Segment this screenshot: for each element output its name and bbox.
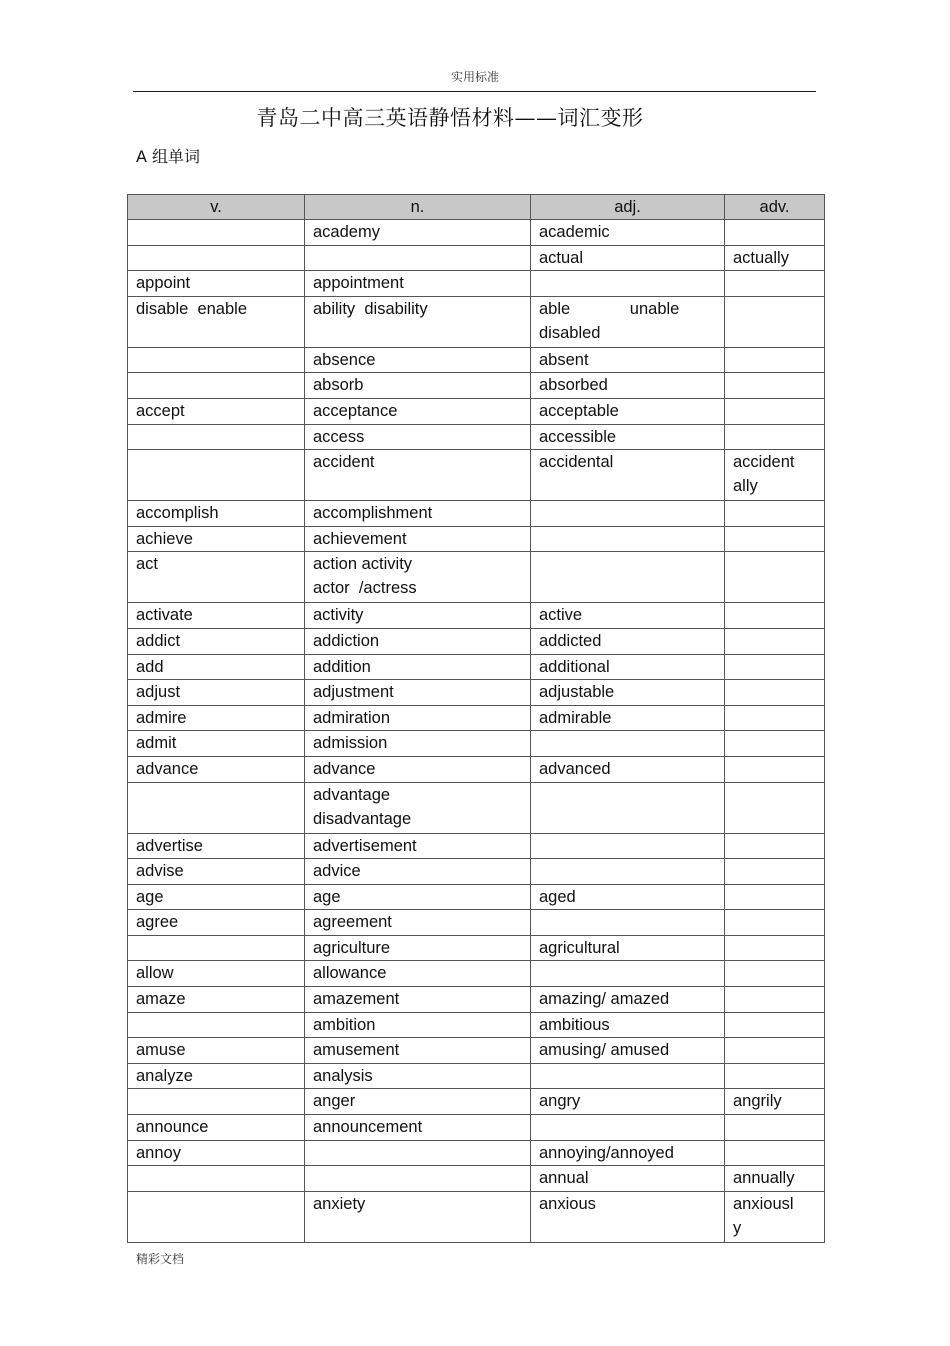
noun-cell: acceptance bbox=[305, 398, 531, 424]
table-row bbox=[128, 756, 825, 782]
adjective-cell: ambitious bbox=[531, 1012, 725, 1038]
noun-cell: announcement bbox=[305, 1115, 531, 1141]
verb-cell bbox=[128, 450, 305, 501]
vocabulary-table-body bbox=[128, 220, 825, 1243]
noun-cell: anxiety bbox=[305, 1191, 531, 1242]
adverb-cell bbox=[725, 910, 825, 936]
adverb-cell bbox=[725, 782, 825, 833]
table-row bbox=[128, 245, 825, 271]
verb-cell: adjust bbox=[128, 680, 305, 706]
verb-cell: allow bbox=[128, 961, 305, 987]
column-header-noun: n. bbox=[305, 195, 531, 220]
adjective-cell bbox=[531, 1115, 725, 1141]
adjective-cell bbox=[531, 961, 725, 987]
adverb-cell bbox=[725, 833, 825, 859]
verb-cell bbox=[128, 245, 305, 271]
adverb-cell bbox=[725, 935, 825, 961]
table-row bbox=[128, 526, 825, 552]
table-row bbox=[128, 1038, 825, 1064]
adjective-cell bbox=[531, 1063, 725, 1089]
adjective-cell bbox=[531, 833, 725, 859]
noun-cell: addition bbox=[305, 654, 531, 680]
adverb-cell bbox=[725, 398, 825, 424]
verb-cell: add bbox=[128, 654, 305, 680]
noun-cell: advance bbox=[305, 756, 531, 782]
adjective-cell: absorbed bbox=[531, 373, 725, 399]
adjective-cell bbox=[531, 910, 725, 936]
page-footer: 精彩文档 bbox=[136, 1252, 185, 1266]
noun-cell: addiction bbox=[305, 628, 531, 654]
page-header: 实用标准 bbox=[450, 70, 499, 84]
verb-cell: act bbox=[128, 552, 305, 603]
adjective-cell: additional bbox=[531, 654, 725, 680]
table-row bbox=[128, 347, 825, 373]
column-header-adverb: adv. bbox=[725, 195, 825, 220]
adverb-cell: angrily bbox=[725, 1089, 825, 1115]
verb-cell bbox=[128, 220, 305, 246]
adjective-cell: adjustable bbox=[531, 680, 725, 706]
noun-cell: accomplishment bbox=[305, 501, 531, 527]
adjective-cell: acceptable bbox=[531, 398, 725, 424]
adjective-cell: addicted bbox=[531, 628, 725, 654]
adverb-cell bbox=[725, 628, 825, 654]
adjective-cell: anxious bbox=[531, 1191, 725, 1242]
adverb-cell bbox=[725, 296, 825, 347]
verb-cell bbox=[128, 1012, 305, 1038]
adjective-cell: accidental bbox=[531, 450, 725, 501]
table-row bbox=[128, 220, 825, 246]
adverb-cell bbox=[725, 1140, 825, 1166]
adjective-cell: absent bbox=[531, 347, 725, 373]
adverb-cell bbox=[725, 1115, 825, 1141]
document-title bbox=[0, 102, 900, 132]
adverb-cell bbox=[725, 347, 825, 373]
adverb-cell bbox=[725, 731, 825, 757]
adverb-cell bbox=[725, 424, 825, 450]
table-row bbox=[128, 450, 825, 501]
adverb-cell bbox=[725, 859, 825, 885]
noun-cell: allowance bbox=[305, 961, 531, 987]
verb-cell: admire bbox=[128, 705, 305, 731]
adjective-cell: agricultural bbox=[531, 935, 725, 961]
noun-cell: agreement bbox=[305, 910, 531, 936]
verb-cell: advertise bbox=[128, 833, 305, 859]
adverb-cell: anxiousl y bbox=[725, 1191, 825, 1242]
verb-cell: announce bbox=[128, 1115, 305, 1141]
adjective-cell bbox=[531, 731, 725, 757]
verb-cell: advise bbox=[128, 859, 305, 885]
table-row bbox=[128, 373, 825, 399]
table-row bbox=[128, 1089, 825, 1115]
table-row bbox=[128, 987, 825, 1013]
verb-cell bbox=[128, 424, 305, 450]
adverb-cell bbox=[725, 654, 825, 680]
adverb-cell bbox=[725, 987, 825, 1013]
noun-cell: ability disability bbox=[305, 296, 531, 347]
adjective-cell bbox=[531, 552, 725, 603]
noun-cell: absence bbox=[305, 347, 531, 373]
table-row bbox=[128, 705, 825, 731]
verb-cell bbox=[128, 347, 305, 373]
noun-cell: action activity actor /actress bbox=[305, 552, 531, 603]
adverb-cell bbox=[725, 1063, 825, 1089]
adjective-cell: active bbox=[531, 603, 725, 629]
adjective-cell bbox=[531, 782, 725, 833]
verb-cell: amuse bbox=[128, 1038, 305, 1064]
adjective-cell: admirable bbox=[531, 705, 725, 731]
adjective-cell: advanced bbox=[531, 756, 725, 782]
verb-cell: addict bbox=[128, 628, 305, 654]
adverb-cell bbox=[725, 271, 825, 297]
adverb-cell bbox=[725, 705, 825, 731]
adverb-cell bbox=[725, 1012, 825, 1038]
adjective-cell: amusing/ amused bbox=[531, 1038, 725, 1064]
noun-cell: advantage disadvantage bbox=[305, 782, 531, 833]
adverb-cell bbox=[725, 756, 825, 782]
table-row bbox=[128, 296, 825, 347]
adverb-cell bbox=[725, 526, 825, 552]
table-row bbox=[128, 782, 825, 833]
adjective-cell: annual bbox=[531, 1166, 725, 1192]
adverb-cell bbox=[725, 680, 825, 706]
verb-cell: accomplish bbox=[128, 501, 305, 527]
noun-cell: appointment bbox=[305, 271, 531, 297]
verb-cell: appoint bbox=[128, 271, 305, 297]
table-row bbox=[128, 271, 825, 297]
noun-cell bbox=[305, 1140, 531, 1166]
adjective-cell: able unable disabled bbox=[531, 296, 725, 347]
noun-cell: anger bbox=[305, 1089, 531, 1115]
verb-cell: admit bbox=[128, 731, 305, 757]
noun-cell: admiration bbox=[305, 705, 531, 731]
table-row bbox=[128, 1012, 825, 1038]
table-header-row bbox=[128, 195, 825, 220]
header-rule bbox=[133, 91, 816, 92]
table-row bbox=[128, 1115, 825, 1141]
adverb-cell bbox=[725, 220, 825, 246]
adjective-cell: academic bbox=[531, 220, 725, 246]
adjective-cell: aged bbox=[531, 884, 725, 910]
document-title-text: 青岛二中高三英语静悟材料——词汇变形 bbox=[256, 106, 644, 130]
column-header-adjective: adj. bbox=[531, 195, 725, 220]
adverb-cell bbox=[725, 501, 825, 527]
table-row bbox=[128, 833, 825, 859]
noun-cell: analysis bbox=[305, 1063, 531, 1089]
noun-cell: accident bbox=[305, 450, 531, 501]
table-row bbox=[128, 1140, 825, 1166]
table-row bbox=[128, 884, 825, 910]
noun-cell: ambition bbox=[305, 1012, 531, 1038]
table-row bbox=[128, 1166, 825, 1192]
adjective-cell bbox=[531, 526, 725, 552]
verb-cell: disable enable bbox=[128, 296, 305, 347]
noun-cell: amusement bbox=[305, 1038, 531, 1064]
table-row bbox=[128, 424, 825, 450]
table-row bbox=[128, 935, 825, 961]
adjective-cell bbox=[531, 271, 725, 297]
noun-cell: activity bbox=[305, 603, 531, 629]
verb-cell bbox=[128, 782, 305, 833]
adverb-cell bbox=[725, 1038, 825, 1064]
noun-cell: age bbox=[305, 884, 531, 910]
table-row bbox=[128, 910, 825, 936]
adjective-cell: angry bbox=[531, 1089, 725, 1115]
table-row bbox=[128, 398, 825, 424]
noun-cell: academy bbox=[305, 220, 531, 246]
noun-cell: amazement bbox=[305, 987, 531, 1013]
adjective-cell bbox=[531, 859, 725, 885]
table-row bbox=[128, 731, 825, 757]
verb-cell: accept bbox=[128, 398, 305, 424]
noun-cell: access bbox=[305, 424, 531, 450]
verb-cell: achieve bbox=[128, 526, 305, 552]
noun-cell: agriculture bbox=[305, 935, 531, 961]
adjective-cell bbox=[531, 501, 725, 527]
adjective-cell: accessible bbox=[531, 424, 725, 450]
noun-cell: advertisement bbox=[305, 833, 531, 859]
vocabulary-table bbox=[127, 194, 825, 1243]
verb-cell: age bbox=[128, 884, 305, 910]
noun-cell bbox=[305, 1166, 531, 1192]
table-row bbox=[128, 654, 825, 680]
table-row bbox=[128, 680, 825, 706]
table-row bbox=[128, 552, 825, 603]
noun-cell: absorb bbox=[305, 373, 531, 399]
table-row bbox=[128, 961, 825, 987]
noun-cell: admission bbox=[305, 731, 531, 757]
table-row bbox=[128, 1191, 825, 1242]
table-row bbox=[128, 628, 825, 654]
verb-cell bbox=[128, 935, 305, 961]
adverb-cell: accident ally bbox=[725, 450, 825, 501]
section-label: A 组单词 bbox=[136, 147, 201, 166]
adjective-cell: actual bbox=[531, 245, 725, 271]
verb-cell bbox=[128, 1089, 305, 1115]
noun-cell: advice bbox=[305, 859, 531, 885]
adverb-cell bbox=[725, 373, 825, 399]
adjective-cell: annoying/annoyed bbox=[531, 1140, 725, 1166]
adverb-cell bbox=[725, 884, 825, 910]
verb-cell: amaze bbox=[128, 987, 305, 1013]
verb-cell: advance bbox=[128, 756, 305, 782]
noun-cell: achievement bbox=[305, 526, 531, 552]
verb-cell bbox=[128, 1191, 305, 1242]
table-row bbox=[128, 501, 825, 527]
verb-cell: activate bbox=[128, 603, 305, 629]
adverb-cell bbox=[725, 961, 825, 987]
verb-cell: annoy bbox=[128, 1140, 305, 1166]
noun-cell bbox=[305, 245, 531, 271]
adverb-cell bbox=[725, 603, 825, 629]
adjective-cell: amazing/ amazed bbox=[531, 987, 725, 1013]
noun-cell: adjustment bbox=[305, 680, 531, 706]
adverb-cell bbox=[725, 552, 825, 603]
verb-cell bbox=[128, 373, 305, 399]
adverb-cell: actually bbox=[725, 245, 825, 271]
table-row bbox=[128, 1063, 825, 1089]
verb-cell bbox=[128, 1166, 305, 1192]
verb-cell: agree bbox=[128, 910, 305, 936]
column-header-verb: v. bbox=[128, 195, 305, 220]
adverb-cell: annually bbox=[725, 1166, 825, 1192]
verb-cell: analyze bbox=[128, 1063, 305, 1089]
table-row bbox=[128, 859, 825, 885]
table-row bbox=[128, 603, 825, 629]
